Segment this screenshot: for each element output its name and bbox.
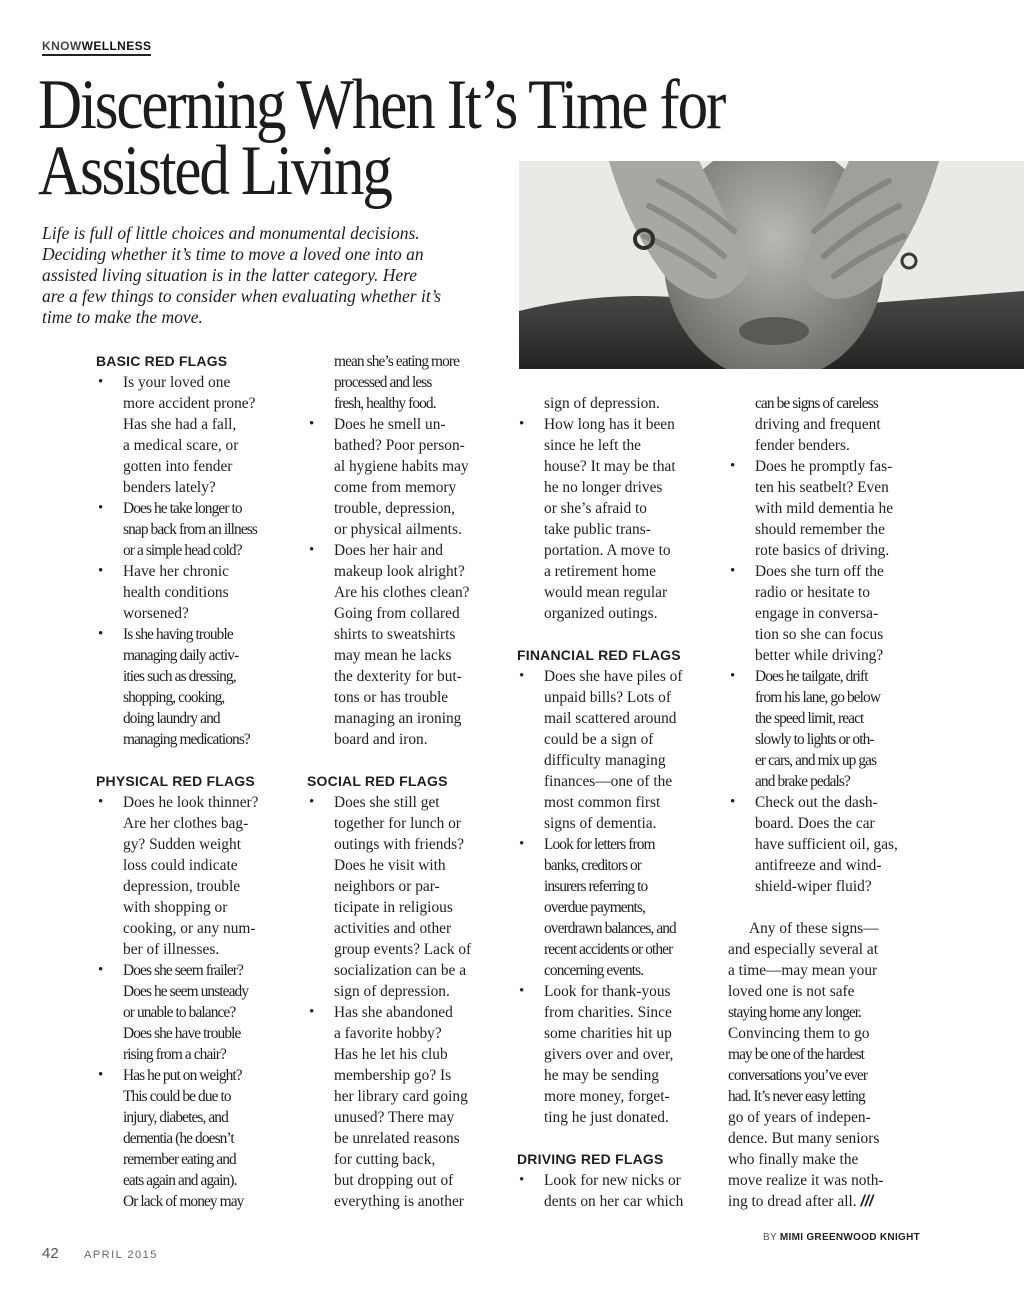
list-item-line: dementia (he doesn’t [123,1130,234,1147]
list-item-line: Or lack of money may [123,1193,244,1210]
closing-paragraph-line: dence. But many seniors [728,1130,880,1147]
list-item-line: a medical scare, or [123,437,239,454]
list-item: • Does her hair and [307,540,507,561]
list-item-line: the dexterity for but- [334,668,462,685]
list-item-line: should remember the [755,521,885,538]
list-item-line: group events? Lack of [334,941,472,958]
list-item: • Does she turn off the [728,561,928,582]
list-item-line: better while driving? [755,647,884,664]
list-item-line: with shopping or [123,899,228,916]
title-line-2: Assisted Living [38,132,391,210]
list-item-line: ten his seatbelt? Even [755,479,889,496]
list-item-line: trouble, depression, [334,500,455,517]
list-item-line: driving and frequent [755,416,881,433]
list-item-line: Does he seem unsteady [123,983,249,1000]
basic-red-flags-heading: BASIC RED FLAGS [96,353,228,369]
list-item-line: overdue payments, [544,899,645,916]
list-item-line: signs of dementia. [544,815,657,832]
list-item-line: more money, forget- [544,1088,670,1105]
list-item-line: a favorite hobby? [334,1025,442,1042]
list-item-line: together for lunch or [334,815,461,832]
list-item-line: shield-wiper fluid? [755,878,872,895]
list-item-line: injury, diabetes, and [123,1109,228,1126]
list-item-line: sign of depression. [544,395,660,412]
list-item-line: rising from a chair? [123,1046,226,1063]
financial-red-flags-heading: FINANCIAL RED FLAGS [517,647,681,663]
list-item-line: givers over and over, [544,1046,674,1063]
section-tag [42,39,151,56]
column-4 [728,393,928,1212]
list-item-line: ber of illnesses. [123,941,220,958]
list-item-line: Does he visit with [334,857,446,874]
intro-line: assisted living situation is in the latter category. Here [42,265,418,285]
list-item-line: outings with friends? [334,836,464,853]
list-item-line: house? It may be that [544,458,676,475]
list-item-line: unpaid bills? Lots of [544,689,671,706]
list-item-line: slowly to lights or oth- [755,731,874,748]
list-item-line: ting he just donated. [544,1109,669,1126]
list-item-line: health conditions [123,584,229,601]
list-item: • Does she still get [307,792,507,813]
list-item-line: most common first [544,794,661,811]
list-item-line: cooking, or any num- [123,920,256,937]
intro-paragraph [42,223,510,328]
section-tag-wellness: WELLNESS [81,39,152,53]
closing-paragraph-last-line [728,1191,928,1212]
list-item-line: may mean he lacks [334,647,452,664]
list-item-line: al hygiene habits may [334,458,469,475]
list-item-line: the speed limit, react [755,710,864,727]
list-item-line: gotten into fender [123,458,233,475]
list-item: • Does he look thinner? [96,792,296,813]
closing-paragraph-line: had. It’s never easy letting [728,1088,865,1105]
intro-line: Deciding whether it’s time to move a loved one into an [42,244,424,264]
list-item-line: insurers referring to [544,878,648,895]
list-item: • Is your loved one [96,372,296,393]
list-item-line: overdrawn balances, and [544,920,676,937]
list-item-line: neighbors or par- [334,878,440,895]
list-item-line: Are his clothes clean? [334,584,470,601]
list-item-line: snap back from an illness [123,521,257,538]
list-item-line: portation. A move to [544,542,671,559]
closing-paragraph-line: staying home any longer. [728,1004,862,1021]
list-item-line: and brake pedals? [755,773,850,790]
list-item: • Has she abandoned [307,1002,507,1023]
physical-red-flags-heading: PHYSICAL RED FLAGS [96,773,255,789]
list-item-line: recent accidents or other [544,941,673,958]
list-item-line: fender benders. [755,437,850,454]
column-2 [307,351,507,1212]
list-item-line: Are her clothes bag- [123,815,249,832]
list-item-line: sign of depression. [334,983,450,1000]
list-item-line: finances—one of the [544,773,673,790]
list-item-line: eats again and again). [123,1172,237,1189]
list-item-line: have sufficient oil, gas, [755,836,898,853]
list-item-line: banks, creditors or [544,857,642,874]
list-item-line: This could be due to [123,1088,231,1105]
list-item-line: engage in conversa- [755,605,879,622]
list-item-line: or she’s afraid to [544,500,647,517]
list-item-line: concerning events. [544,962,644,979]
list-item-line: he no longer drives [544,479,663,496]
section-tag-know: KNOW [42,39,82,53]
list-item-line: dents on her car which [544,1193,684,1210]
list-item-line: he may be sending [544,1067,659,1084]
list-item-line: ities such as dressing, [123,668,236,685]
list-item: • Does she have piles of [517,666,717,687]
closing-paragraph-line: may be one of the hardest [728,1046,865,1063]
list-item-line: loss could indicate [123,857,238,874]
list-item: • Does he tailgate, drift [728,666,928,687]
photo-illustration-icon [519,161,1024,369]
list-item-line: antifreeze and wind- [755,857,882,874]
list-item: • Does he smell un- [307,414,507,435]
list-item-line: ticipate in religious [334,899,453,916]
issue-date: APRIL 2015 [84,1249,158,1261]
list-item-line: from charities. Since [544,1004,672,1021]
column-3 [517,393,717,1212]
list-item: • How long has it been [517,414,717,435]
list-item-line: gy? Sudden weight [123,836,241,853]
list-item-line: tion so she can focus [755,626,884,643]
list-item: • Look for thank-yous [517,981,717,1002]
title-line-1: Discerning When It’s Time for [38,66,725,144]
list-item-line: radio or hesitate to [755,584,870,601]
intro-line: Life is full of little choices and monumental decisions. [42,223,420,243]
closing-paragraph-line: move realize it was noth- [728,1172,884,1189]
closing-paragraph-line: and especially several at [728,941,878,958]
list-item-line: Has he let his club [334,1046,448,1063]
byline-author: MIMI GREENWOOD KNIGHT [779,1232,921,1243]
list-item-line: Does she have trouble [123,1025,241,1042]
list-item-line: but dropping out of [334,1172,454,1189]
intro-line: are a few things to consider when evaluating whether it’s [42,286,442,306]
list-item-line: be unrelated reasons [334,1130,460,1147]
closing-paragraph-line: go of years of indepen- [728,1109,871,1126]
list-item-line: difficulty managing [544,752,666,769]
list-item-line: shopping, cooking, [123,689,225,706]
list-item-line: or a simple head cold? [123,542,242,559]
list-item-line: worsened? [123,605,189,622]
list-item-line: makeup look alright? [334,563,465,580]
list-item-line: Has she had a fall, [123,416,237,433]
closing-paragraph-line: Convincing them to go [728,1025,870,1042]
list-item-line: would mean regular [544,584,668,601]
closing-paragraph-line: Any of these signs— [749,920,879,937]
driving-red-flags-heading: DRIVING RED FLAGS [517,1151,664,1167]
end-mark: /// [860,1193,874,1210]
list-item-line: come from memory [334,479,457,496]
list-item-line: rote basics of driving. [755,542,890,559]
list-item-line: her library card going [334,1088,468,1105]
list-item-line: or unable to balance? [123,1004,236,1021]
list-item-line: benders lately? [123,479,216,496]
page-number: 42 [42,1245,59,1262]
list-item-line: more accident prone? [123,395,256,412]
list-item-line: membership go? Is [334,1067,452,1084]
list-item: • Does she seem frailer? [96,960,296,981]
list-item-line: with mild dementia he [755,500,894,517]
list-item-line: managing daily activ- [123,647,239,664]
list-item-line: unused? There may [334,1109,455,1126]
list-item-line: for cutting back, [334,1151,436,1168]
list-item-line: some charities hit up [544,1025,672,1042]
closing-paragraph-line: a time—may mean your [728,962,878,979]
list-item-line: take public trans- [544,521,651,538]
list-item-line: a retirement home [544,563,656,580]
list-item-line: depression, trouble [123,878,241,895]
list-item-line: since he left the [544,437,642,454]
list-item: • Is she having trouble [96,624,296,645]
list-item-line: managing an ironing [334,710,462,727]
list-item-line: everything is another [334,1193,464,1210]
closing-paragraph-line: loved one is not safe [728,983,855,1000]
list-item: • Look for letters from [517,834,717,855]
list-item-line: managing medications? [123,731,250,748]
list-item: • Have her chronic [96,561,296,582]
list-item-line: can be signs of careless [755,395,878,412]
column-1 [96,351,296,1212]
list-item-line: could be a sign of [544,731,654,748]
byline [763,1232,920,1243]
list-item-line: socialization can be a [334,962,467,979]
list-item-line: remember eating and [123,1151,236,1168]
list-item-line: board and iron. [334,731,428,748]
list-item-line: shirts to sweatshirts [334,626,456,643]
list-item-line: or physical ailments. [334,521,462,538]
list-item-line: doing laundry and [123,710,220,727]
list-item-line: er cars, and mix up gas [755,752,877,769]
list-item-line: processed and less [334,374,432,391]
list-item-line: fresh, healthy food. [334,395,436,412]
list-item: • Has he put on weight? [96,1065,296,1086]
closing-paragraph-line: ing to dread after all. [728,1193,857,1210]
closing-paragraph-line: conversations you’ve ever [728,1067,868,1084]
list-item: • Check out the dash- [728,792,928,813]
elderly-man-hands-on-face-photo [519,161,1024,369]
list-item-line: activities and other [334,920,452,937]
list-item-line: Going from collared [334,605,460,622]
list-item: • Does he promptly fas- [728,456,928,477]
list-item-line: organized outings. [544,605,658,622]
list-item: • Does he take longer to [96,498,296,519]
list-item-line: mail scattered around [544,710,677,727]
closing-paragraph-line: who finally make the [728,1151,859,1168]
list-item-line: board. Does the car [755,815,875,832]
intro-line: time to make the move. [42,307,203,327]
list-item-line: mean she’s eating more [334,353,460,370]
list-item-line: tons or has trouble [334,689,449,706]
list-item-line: from his lane, go below [755,689,881,706]
social-red-flags-heading: SOCIAL RED FLAGS [307,773,448,789]
list-item: • Look for new nicks or [517,1170,717,1191]
list-item-line: bathed? Poor person- [334,437,465,454]
byline-prefix: BY [763,1232,777,1243]
